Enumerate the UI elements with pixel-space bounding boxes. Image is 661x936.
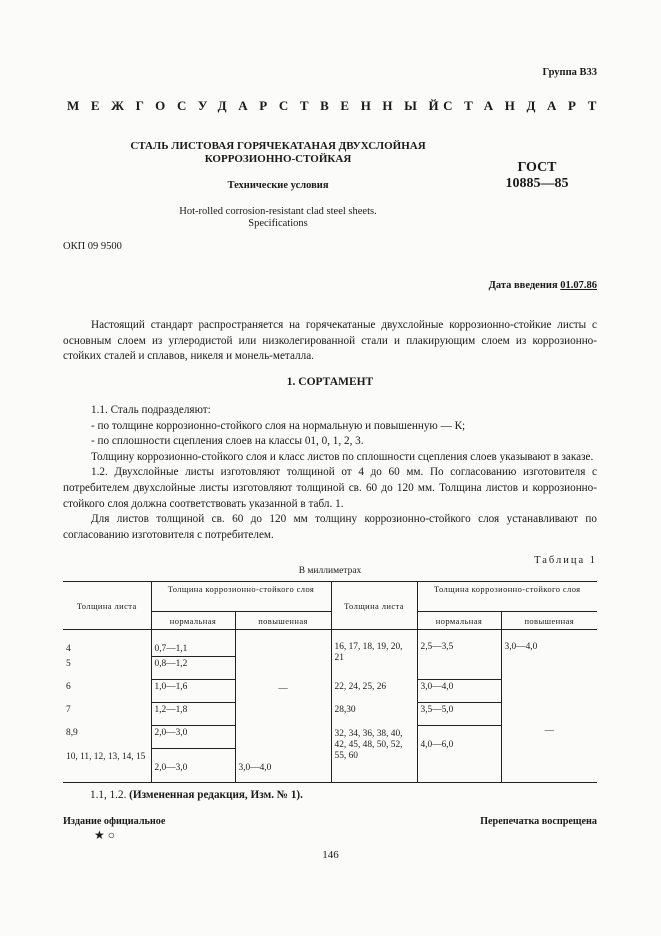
- okp-code: ОКП 09 9500: [63, 241, 122, 252]
- left-sheet-cell: 8,9: [66, 727, 78, 738]
- introduction-date: [489, 280, 597, 291]
- edition-note-text: (Измененная редакция, Изм. № 1).: [129, 789, 303, 801]
- star-circle-marks: ★ ○: [94, 828, 116, 842]
- header-increased-left: повышенная: [235, 612, 331, 630]
- clause-1-1-item-a: - по толщине коррозионно-стойкого слоя на нормальную и повышенную — К;: [91, 419, 466, 432]
- english-title: [104, 206, 452, 230]
- header-layer-thickness-left: Толщина коррозионно-стойкого слоя: [151, 582, 331, 612]
- left-normal-cell: 1,0—1,6: [151, 680, 235, 703]
- interstate-standard-banner: [67, 98, 608, 114]
- left-sheet-cell: 10, 11, 12, 13, 14, 15: [66, 751, 146, 762]
- left-normal-cell: 1,2—1,8: [151, 703, 235, 726]
- gost-label: ГОСТ: [517, 160, 557, 175]
- right-increased-cell: 3,0—4,0: [501, 630, 597, 680]
- banner-word-interstate: МЕЖГОСУДАРСТВЕННЫЙ: [67, 98, 451, 113]
- left-sheet-cell: 6: [66, 681, 71, 692]
- right-sheet-cell: 16, 17, 18, 19, 20, 21: [334, 642, 403, 663]
- title-line-2: КОРРОЗИОННО-СТОЙКАЯ: [204, 153, 352, 165]
- right-increased-dash-cell: —: [501, 680, 597, 783]
- left-normal-cell: 0,8—1,2: [151, 657, 235, 680]
- english-title-line-2: Specifications: [248, 218, 308, 229]
- left-sheet-cell: 7: [66, 704, 71, 715]
- gost-number: 10885—85: [505, 176, 569, 191]
- date-value: 01.07.86: [560, 280, 597, 291]
- right-sheet-cell: 28,30: [334, 704, 356, 715]
- header-normal-right: нормальная: [417, 612, 501, 630]
- section-1-body: [63, 403, 597, 543]
- left-increased-cell: 3,0—4,0: [235, 749, 331, 783]
- left-sheet-cell: 5: [66, 658, 71, 669]
- table-label: Таблица 1: [534, 555, 597, 566]
- header-normal-left: нормальная: [151, 612, 235, 630]
- page-number: 146: [322, 849, 339, 861]
- right-sheet-cell: 22, 24, 25, 26: [334, 681, 387, 692]
- document-subtitle: Технические условия: [227, 180, 329, 191]
- header-increased-right: повышенная: [501, 612, 597, 630]
- left-normal-cell: 0,7—1,1: [151, 630, 235, 657]
- left-normal-cell: 2,0—3,0: [151, 749, 235, 783]
- right-normal-cell: 3,0—4,0: [417, 680, 501, 703]
- gost-designation: [497, 160, 577, 192]
- left-normal-cell: 2,0—3,0: [151, 726, 235, 749]
- header-layer-thickness-right: Толщина коррозионно-стойкого слоя: [417, 582, 597, 612]
- clause-1-1: 1.1. Сталь подразделяют:: [91, 404, 211, 416]
- document-title: [104, 140, 452, 166]
- section-heading: 1. СОРТАМЕНТ: [286, 376, 374, 388]
- edition-note-clauses: 1.1, 1.2.: [90, 789, 127, 801]
- date-label: Дата введения: [488, 280, 558, 291]
- header-sheet-thickness-left: Толщина листа: [76, 600, 137, 611]
- right-normal-cell: 2,5—3,5: [417, 630, 501, 680]
- thickness-table: [63, 581, 597, 783]
- title-line-1: СТАЛЬ ЛИСТОВАЯ ГОРЯЧЕКАТАНАЯ ДВУХСЛОЙНАЯ: [130, 140, 426, 152]
- banner-word-standard: СТАНДАРТ: [443, 98, 608, 113]
- header-sheet-thickness-right: Толщина листа: [331, 582, 417, 630]
- clause-1-1-item-b: - по сплошности сцепления слоев на классы 01, 0, 1, 2, 3.: [91, 435, 364, 448]
- clause-1-2-note: Для листов толщиной св. 60 до 120 мм толщину коррозионно-стойкого слоя устанавливают по согласованию изготовителя с потребителем.: [63, 513, 597, 541]
- right-normal-cell: 4,0—6,0: [417, 726, 501, 783]
- table-units: В миллиметрах: [298, 566, 362, 576]
- english-title-line-1: Hot-rolled corrosion-resistant clad steel sheets.: [179, 206, 377, 217]
- intro-paragraph: Настоящий стандарт распространяется на горячекатаные двухслойные коррозионно-стойкие листы с основным слоем из углеродистой или низколегированной стали и плакирующим слоем из коррозионно-стойких сталей и сплавов, никеля и монель-металла.: [63, 319, 597, 363]
- left-sheet-cell: 4: [66, 644, 71, 654]
- reprint-prohibited: Перепечатка воспрещена: [480, 816, 597, 827]
- edition-note: [90, 789, 303, 801]
- group-code: Группа В33: [542, 67, 597, 78]
- right-normal-cell: 3,5—5,0: [417, 703, 501, 726]
- left-increased-dash-cell: —: [235, 630, 331, 749]
- clause-1-1-note: Толщину коррозионно-стойкого слоя и класс листов по сплошности сцепления слоев указывают в заказе.: [91, 450, 594, 463]
- official-edition: Издание официальное: [63, 816, 166, 827]
- right-sheet-cell: 32, 34, 36, 38, 40, 42, 45, 48, 50, 52, 55, 60: [334, 728, 403, 761]
- clause-1-2: 1.2. Двухслойные листы изготовляют толщиной от 4 до 60 мм. По согласованию изготовителя с потребителем двухслойные листы изготовляют толщиной св. 60 до 120 мм. Толщина листов и коррозионно-стойкого слоя должна соответствовать указанной в табл. 1.: [63, 466, 597, 510]
- table-row: [63, 630, 597, 657]
